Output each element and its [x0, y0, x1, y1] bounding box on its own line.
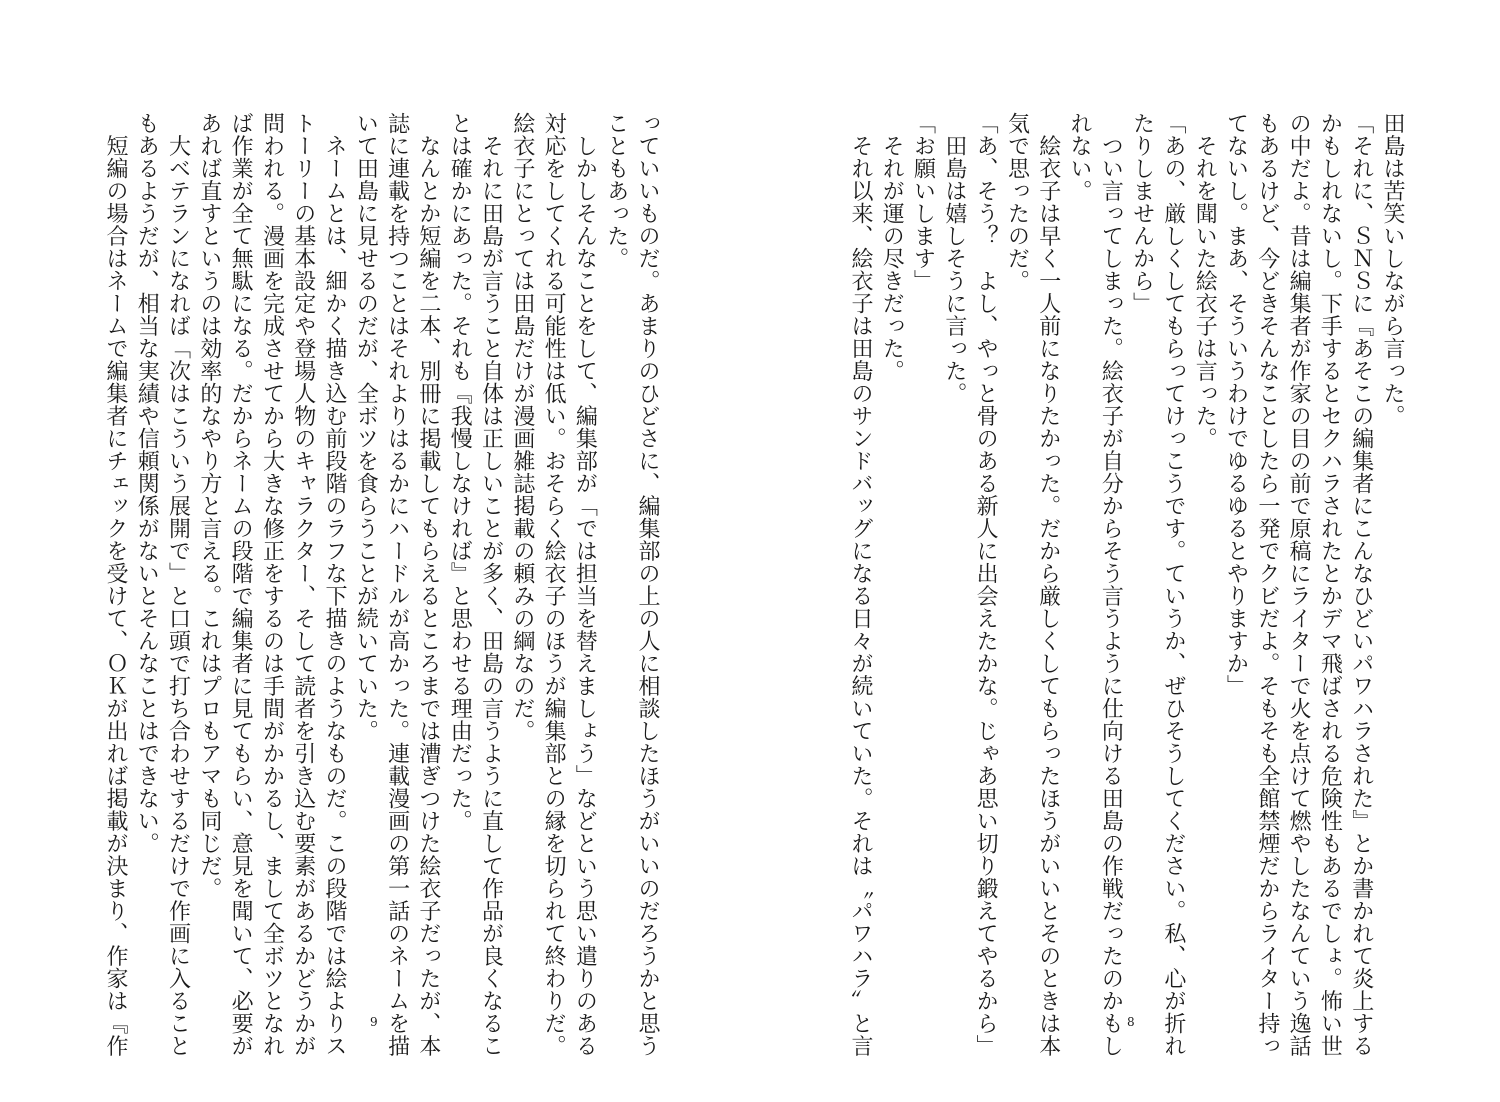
text-line: 「それに、ＳＮＳに『あそこの編集者にこんなひどいパワハラされた』とか書かれて炎上する: [1348, 112, 1374, 1057]
text-line: 短編の場合はネームで編集者にチェックを受けて、ＯＫが出れば掲載が決まり、作家は『作: [102, 112, 128, 1057]
text-line: ネームとは、細かく描き込む前段階のラフな下描きのようなものだ。この段階では絵よりス: [322, 112, 348, 1057]
text-line: つい言ってしまった。絵衣子が自分からそう言うように仕向ける田島の作戦だったのかもし: [1098, 112, 1124, 1057]
page-number-9: 9: [370, 1015, 378, 1029]
text-line: それ以来、絵衣子は田島のサンドバッグになる日々が続いていた。それは〝パワハラ〟と言: [847, 112, 873, 1057]
text-line: っていいものだ。あまりのひどさに、編集部の上の人に相談したほうがいいのだろうかと思う: [635, 112, 660, 1057]
text-line: 問われる。漫画を完成させてから大きな修正をするのは手間がかかるし、まして全ボツとなれ: [259, 112, 285, 1057]
page-9-text: [102, 112, 663, 1057]
text-line: なんとか短編を二本、別冊に掲載してもらえるところまでは漕ぎつけた絵衣子だったが、本: [415, 112, 441, 1057]
text-line: 「あ、そう？ よし、やっと骨のある新人に出会えたかな。じゃあ思い切り鍛えてやるから」: [973, 112, 999, 1057]
text-line: 田島は嬉しそうに言った。: [941, 112, 967, 405]
text-line: 気で思ったのだ。: [1004, 112, 1030, 292]
text-line: 誌に連載を持つことはそれよりはるかにハードルが高かった。連載漫画の第一話のネームを描: [384, 112, 410, 1057]
text-line: 「あの、厳しくしてもらってけっこうです。ていうか、ぜひそうしてください。私、心が折れ: [1160, 112, 1186, 1057]
text-line: 絵衣子は早く一人前になりたかった。だから厳しくしてもらったほうがいいとそのときは本: [1035, 112, 1061, 1057]
text-line: の中だよ。昔は編集者が作家の目の前で原稿にライターで火を点けて燃やしたなんていう逸話: [1286, 112, 1312, 1057]
text-line: とは確かにあった。それも『我慢しなければ』と思わせる理由だった。: [447, 112, 473, 832]
text-line: 絵衣子にとっては田島だけが漫画雑誌掲載の頼みの綱なのだ。: [509, 112, 535, 742]
text-line: いて田島に見せるのだが、全ボツを食らうことが続いていた。: [353, 112, 379, 742]
text-line: トーリーの基本設定や登場人物のキャラクター、そして読者を引き込む要素があるかどうかが: [290, 112, 316, 1057]
text-line: れない。: [1067, 112, 1093, 202]
text-line: てないし。まあ、そういうわけでゆるゆるとやりますか」: [1223, 112, 1249, 697]
page-number-8: 8: [1127, 1015, 1135, 1029]
text-line: それを聞いた絵衣子は言った。: [1192, 112, 1218, 450]
page-8-text: [847, 112, 1408, 1057]
page-8: [750, 0, 1500, 1102]
text-line: あれば直すというのは効率的なやり方と言える。これはプロもアマも同じだ。: [196, 112, 222, 900]
text-line: 大ベテランになれば「次はこういう展開で」と口頭で打ち合わせするだけで作画に入ること: [165, 112, 191, 1057]
text-line: しかしそんなことをして、編集部が「では担当を替えましょう」などという思い遣りのある: [572, 112, 598, 1057]
text-line: 田島は苦笑いしながら言った。: [1380, 112, 1405, 427]
text-line: 「お願いします」: [910, 112, 936, 292]
text-line: もあるようだが、相当な実績や信頼関係がないとそんなことはできない。: [134, 112, 160, 855]
text-line: それに田島が言うこと自体は正しいことが多く、田島の言うように直して作品が良くなるこ: [478, 112, 504, 1057]
text-line: ば作業が全て無駄になる。だからネームの段階で編集者に見てもらい、意見を聞いて、必要が: [228, 112, 254, 1057]
text-line: たりしませんから」: [1129, 112, 1155, 315]
text-line: 対応をしてくれる可能性は低い。おそらく絵衣子のほうが編集部との縁を切られて終わりだ。: [541, 112, 567, 1057]
text-line: それが運の尽きだった。: [879, 112, 905, 382]
text-line: もあるけど、今どきそんなことしたら一発でクビだよ。そもそも全館禁煙だからライター持っ: [1254, 112, 1280, 1057]
text-line: こともあった。: [603, 112, 629, 270]
text-line: かもしれないし。下手するとセクハラされたとかデマ飛ばされる危険性もあるでしょ。怖い世: [1317, 112, 1343, 1057]
